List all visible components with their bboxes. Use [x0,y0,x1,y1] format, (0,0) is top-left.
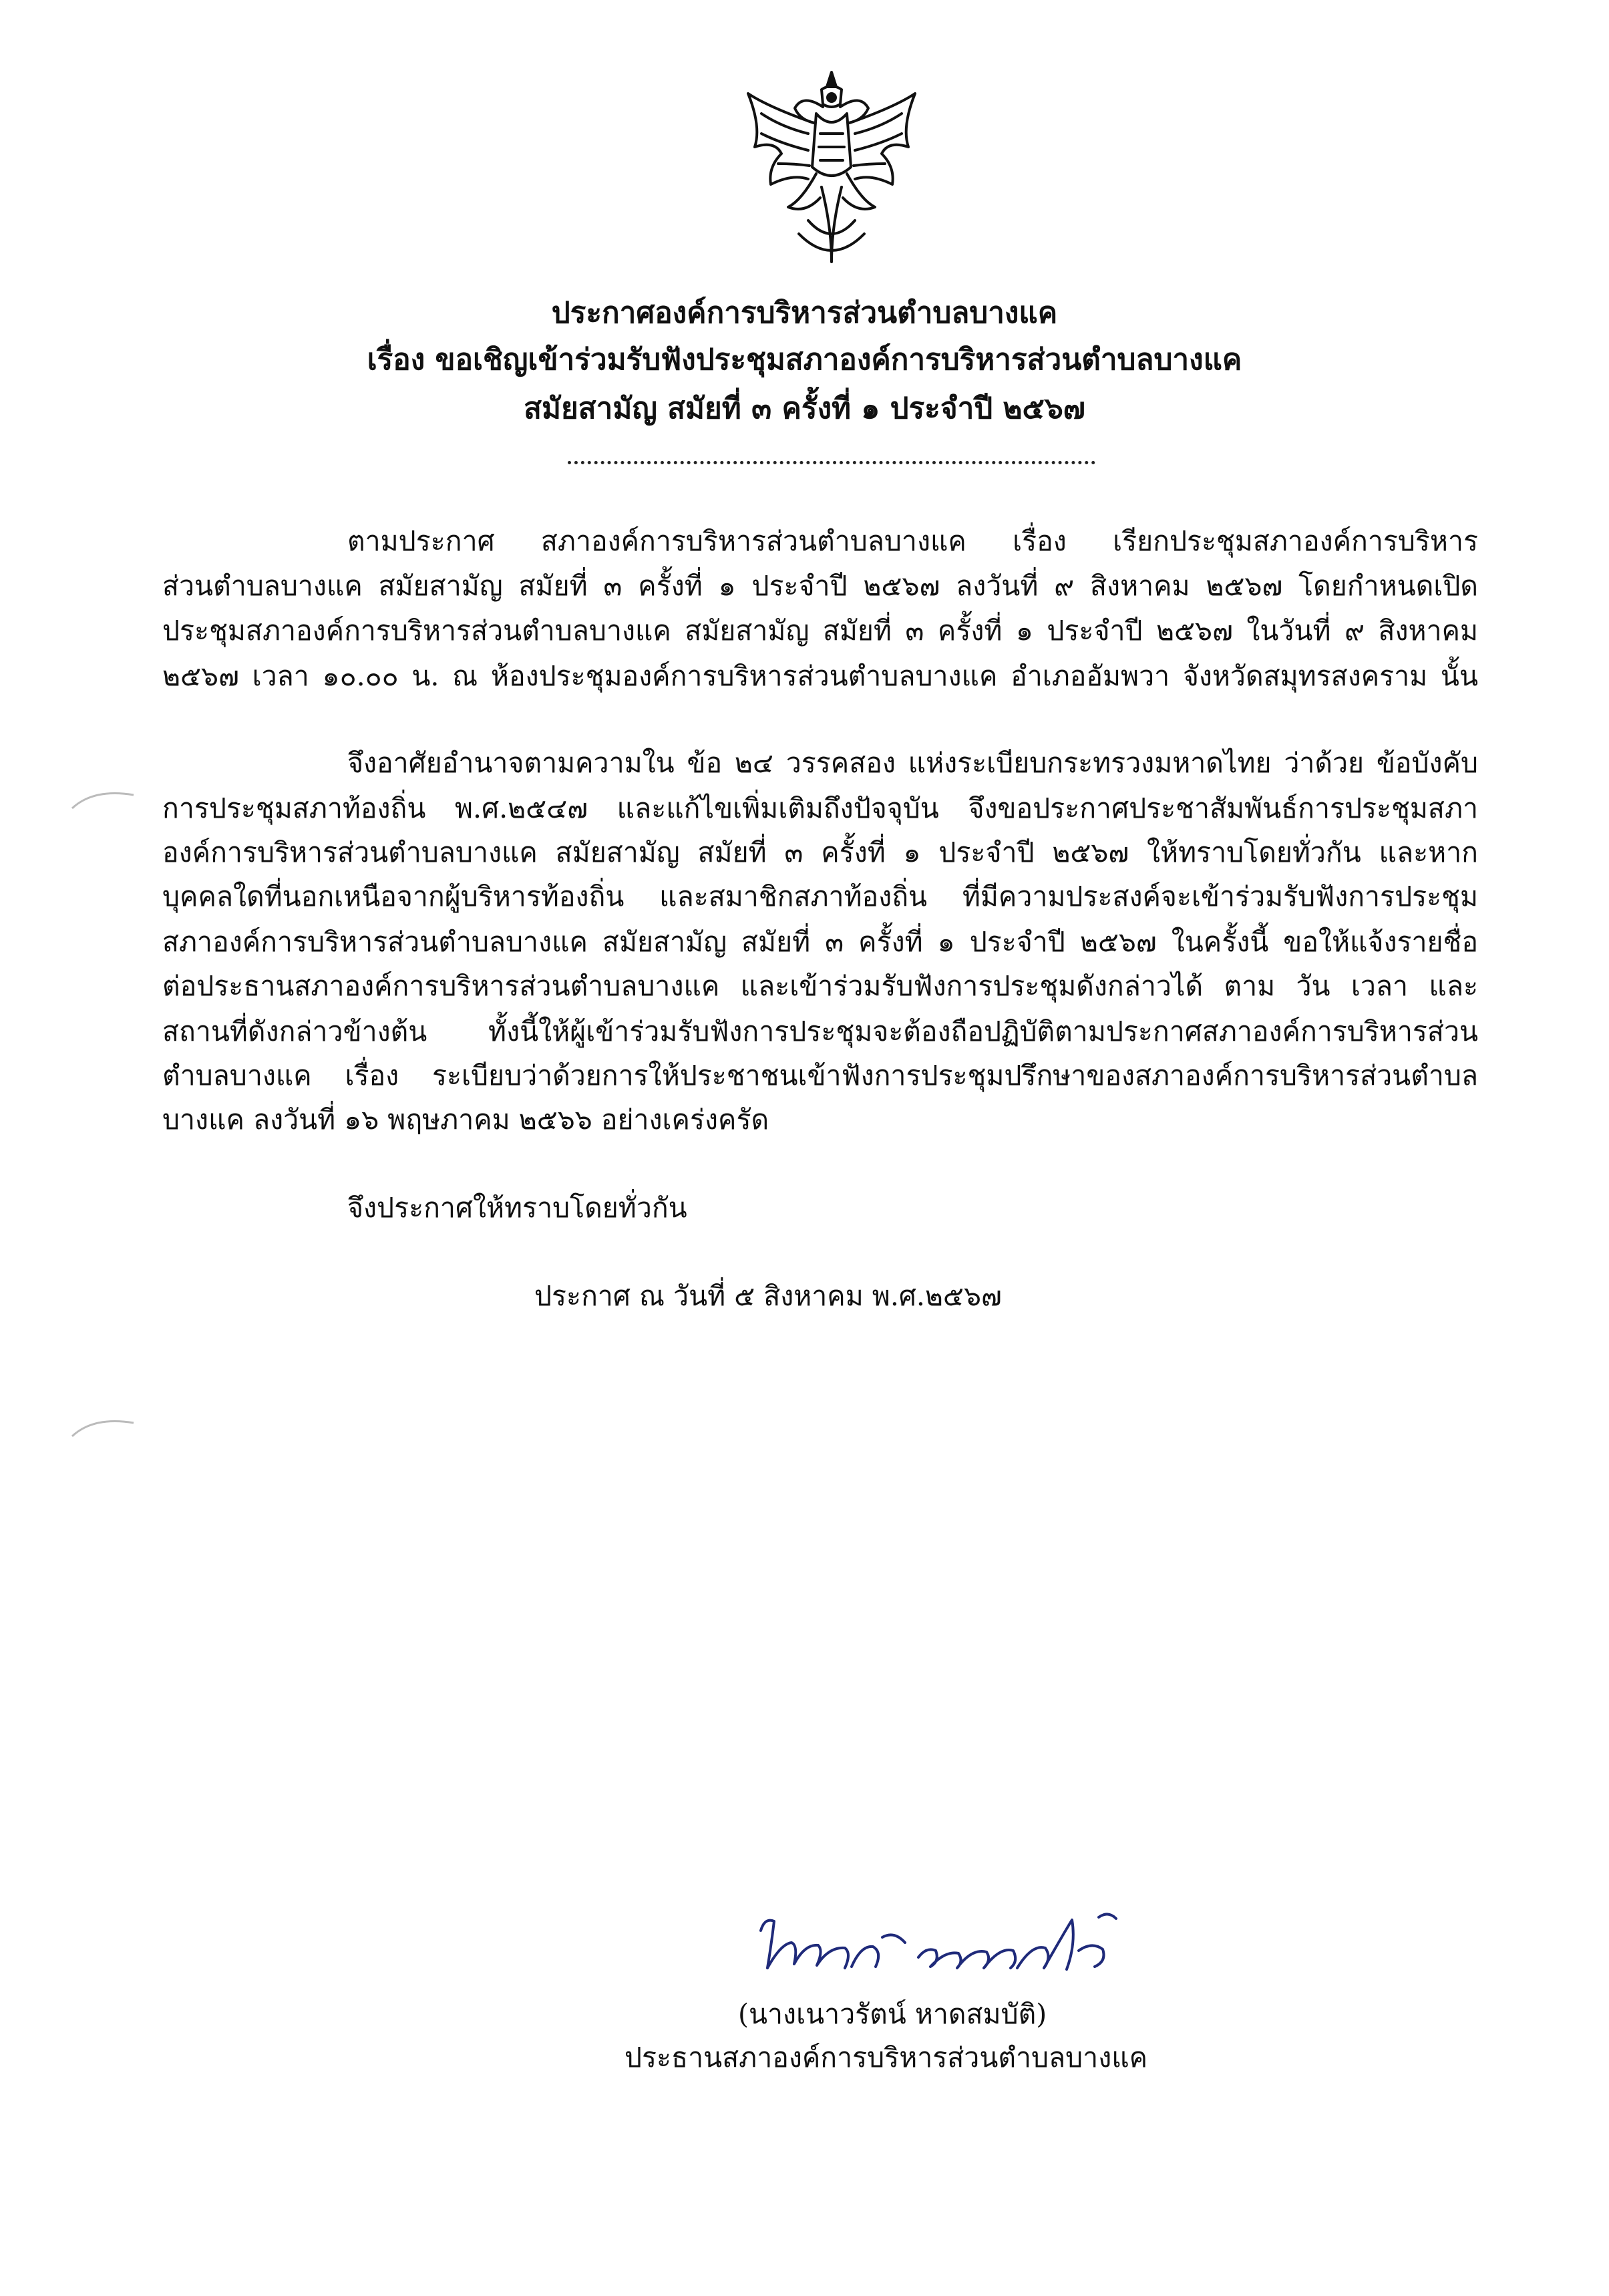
document-title: ประกาศองค์การบริหารส่วนตำบลบางแค [551,296,1058,330]
paragraph-2-line-9: บางแค ลงวันที่ ๑๖ พฤษภาคม ๒๕๖๖ อย่างเคร่งครัด [162,1104,769,1136]
paragraph-1-line-3: ประชุมสภาองค์การบริหารส่วนตำบลบางแค สมัยสามัญ สมัยที่ ๓ ครั้งที่ ๑ ประจำปี ๒๕๖๗ ในวันที่ ๙ สิงหาคม [162,615,1478,647]
paragraph-2-line-7: สถานที่ดังกล่าวข้างต้น ทั้งนี้ให้ผู้เข้าร่วมรับฟังการประชุมจะต้องถือปฏิบัติตามประกาศสภาองค์การบริหารส่วน [162,1015,1478,1047]
signer-position: ประธานสภาองค์การบริหารส่วนตำบลบางแค [624,2041,1148,2074]
paragraph-1-line-4: ๒๕๖๗ เวลา ๑๐.๐๐ น. ณ ห้องประชุมองค์การบริหารส่วนตำบลบางแค อำเภออัมพวา จังหวัดสมุทรสงคราม นั้น [162,660,1478,692]
paragraph-2-line-8: ตำบลบางแค เรื่อง ระเบียบว่าด้วยการให้ประชาชนเข้าฟังการประชุมปรึกษาของสภาองค์การบริหารส่วนตำบล [162,1059,1478,1092]
dotted-divider [568,461,1095,464]
paragraph-2-line-5: สภาองค์การบริหารส่วนตำบลบางแค สมัยสามัญ สมัยที่ ๓ ครั้งที่ ๑ ประจำปี ๒๕๖๗ ในครั้งนี้ ขอให้แจ้งรายชื่อ [162,926,1478,958]
paragraph-1-line-1: ตามประกาศ สภาองค์การบริหารส่วนตำบลบางแค เรื่อง เรียกประชุมสภาองค์การบริหาร [347,525,1478,557]
document-session: สมัยสามัญ สมัยที่ ๓ ครั้งที่ ๑ ประจำปี ๒๕๖๗ [524,391,1085,426]
garuda-emblem-icon [741,67,922,267]
punch-hole-mark-icon [67,782,140,828]
signer-name: (นางเนาวรัตน์ หาดสมบัติ) [738,1998,1047,2030]
paragraph-2-line-4: บุคคลใดที่นอกเหนือจากผู้บริหารท้องถิ่น และสมาชิกสภาท้องถิ่น ที่มีความประสงค์จะเข้าร่วมรับฟังการประชุม [162,880,1478,913]
paragraph-2-line-2: การประชุมสภาท้องถิ่น พ.ศ.๒๕๔๗ และแก้ไขเพิ่มเติมถึงปัจจุบัน จึงขอประกาศประชาสัมพันธ์การประชุมสภา [162,792,1478,824]
paragraph-2-line-1: จึงอาศัยอำนาจตามความใน ข้อ ๒๔ วรรคสอง แห่งระเบียบกระทรวงมหาดไทย ว่าด้วย ข้อบังคับ [347,747,1478,779]
announcement-date: ประกาศ ณ วันที่ ๕ สิงหาคม พ.ศ.๒๕๖๗ [534,1280,1002,1312]
punch-hole-mark-icon [67,1410,140,1456]
paragraph-2-line-6: ต่อประธานสภาองค์การบริหารส่วนตำบลบางแค และเข้าร่วมรับฟังการประชุมดังกล่าวได้ ตาม วัน เวลา และ [162,970,1478,1002]
paragraph-1-line-2: ส่วนตำบลบางแค สมัยสามัญ สมัยที่ ๓ ครั้งที่ ๑ ประจำปี ๒๕๖๗ ลงวันที่ ๙ สิงหาคม ๒๕๖๗ โดยกำหนดเปิด [162,570,1478,602]
paragraph-2-line-3: องค์การบริหารส่วนตำบลบางแค สมัยสามัญ สมัยที่ ๓ ครั้งที่ ๑ ประจำปี ๒๕๖๗ ให้ทราบโดยทั่วกัน และหาก [162,836,1478,868]
document-subject: เรื่อง ขอเชิญเข้าร่วมรับฟังประชุมสภาองค์การบริหารส่วนตำบลบางแค [367,343,1242,377]
closing-statement: จึงประกาศให้ทราบโดยทั่วกัน [347,1192,687,1224]
handwritten-signature-icon [751,1904,1132,1984]
